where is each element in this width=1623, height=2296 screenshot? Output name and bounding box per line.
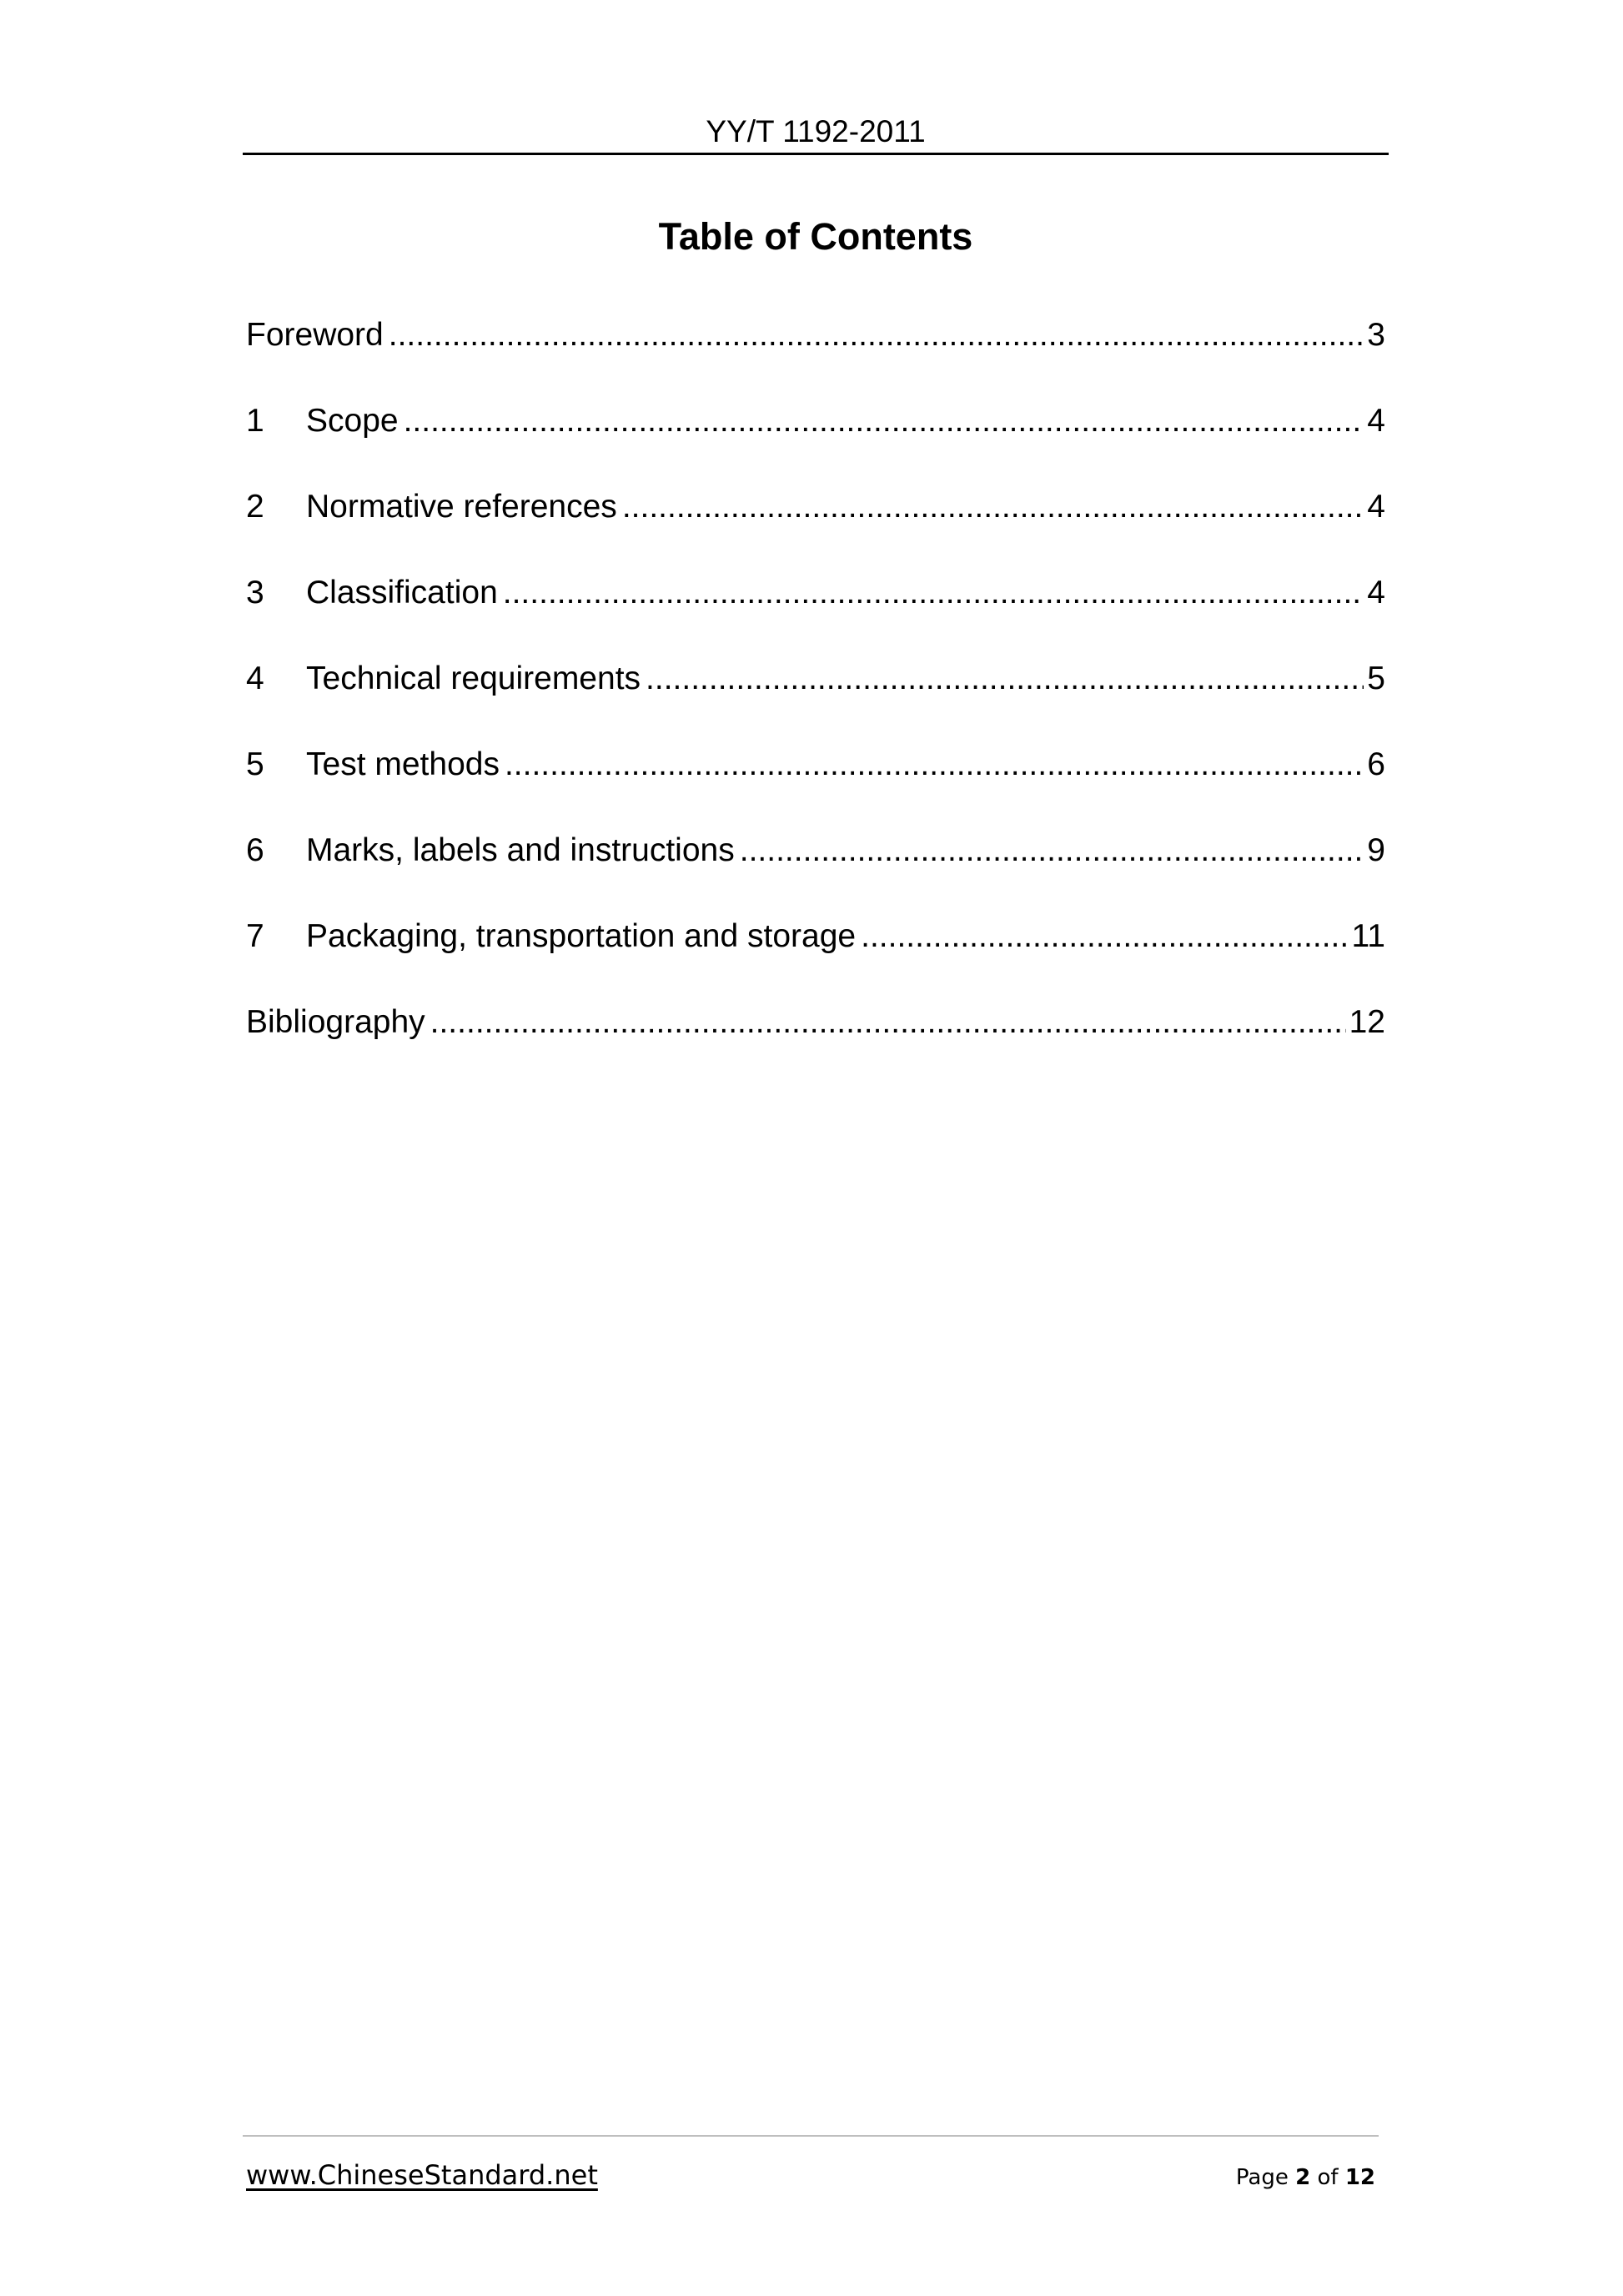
toc-dot-leader xyxy=(430,998,1346,1047)
toc-page-number: 5 xyxy=(1367,661,1385,696)
toc-page-number: 11 xyxy=(1351,918,1385,954)
of-word: of xyxy=(1317,2165,1339,2190)
toc-entry-text: Foreword xyxy=(246,317,384,353)
toc-entry-scope[interactable] xyxy=(246,397,1385,483)
toc-section-number: 5 xyxy=(246,746,264,782)
toc-dot-leader xyxy=(404,397,1364,445)
toc-section-number: 4 xyxy=(246,661,264,696)
toc-entry-bibliography[interactable] xyxy=(246,998,1385,1084)
toc-entry-packaging-transportation-storage[interactable] xyxy=(246,912,1385,998)
toc-dot-leader xyxy=(503,569,1364,617)
toc-title: Table of Contents xyxy=(658,215,973,258)
toc-entry-text: Scope xyxy=(306,403,399,439)
toc-section-number: 7 xyxy=(246,918,264,954)
toc-page-number: 12 xyxy=(1349,1004,1385,1040)
toc-entry-text: Classification xyxy=(306,575,498,610)
toc-page-number: 4 xyxy=(1367,575,1385,610)
toc-dot-leader xyxy=(505,741,1364,789)
toc-entry-text: Bibliography xyxy=(246,1004,425,1040)
site-link[interactable]: www.ChineseStandard.net xyxy=(246,2159,598,2191)
toc-entry-text: Normative references xyxy=(306,489,617,525)
toc-entry-classification[interactable] xyxy=(246,569,1385,655)
toc-section-number: 2 xyxy=(246,489,264,525)
toc-page-number: 9 xyxy=(1367,832,1385,868)
toc-entry-test-methods[interactable] xyxy=(246,741,1385,826)
toc-page-number: 6 xyxy=(1367,746,1385,782)
toc-dot-leader xyxy=(646,655,1364,703)
toc-dot-leader xyxy=(861,912,1348,961)
toc-section-number: 1 xyxy=(246,403,264,439)
toc-entry-text: Packaging, transportation and storage xyxy=(306,918,857,954)
page-total: 12 xyxy=(1344,2165,1375,2190)
toc-page-number: 3 xyxy=(1367,317,1385,353)
toc-dot-leader xyxy=(740,826,1364,875)
toc-entry-technical-requirements[interactable] xyxy=(246,655,1385,741)
toc-entry-normative-references[interactable] xyxy=(246,483,1385,569)
doc-code-header: YY/T 1192-2011 xyxy=(706,114,926,148)
toc-entry-foreword[interactable] xyxy=(246,311,1385,397)
toc-dot-leader xyxy=(389,311,1364,359)
toc-entry-text: Technical requirements xyxy=(306,661,641,696)
toc-section-number: 3 xyxy=(246,575,264,610)
header-rule xyxy=(243,153,1389,155)
toc-section-number: 6 xyxy=(246,832,264,868)
toc-list xyxy=(246,311,1385,1084)
page-indicator xyxy=(1236,2163,1375,2192)
page-current: 2 xyxy=(1295,2165,1311,2190)
toc-page-number: 4 xyxy=(1367,489,1385,525)
toc-page-number: 4 xyxy=(1367,403,1385,439)
toc-entry-text: Test methods xyxy=(306,746,500,782)
toc-entry-marks-labels-instructions[interactable] xyxy=(246,826,1385,912)
toc-entry-text: Marks, labels and instructions xyxy=(306,832,735,868)
toc-dot-leader xyxy=(622,483,1364,531)
page-word: Page xyxy=(1235,2165,1289,2190)
footer-rule xyxy=(243,2135,1379,2137)
